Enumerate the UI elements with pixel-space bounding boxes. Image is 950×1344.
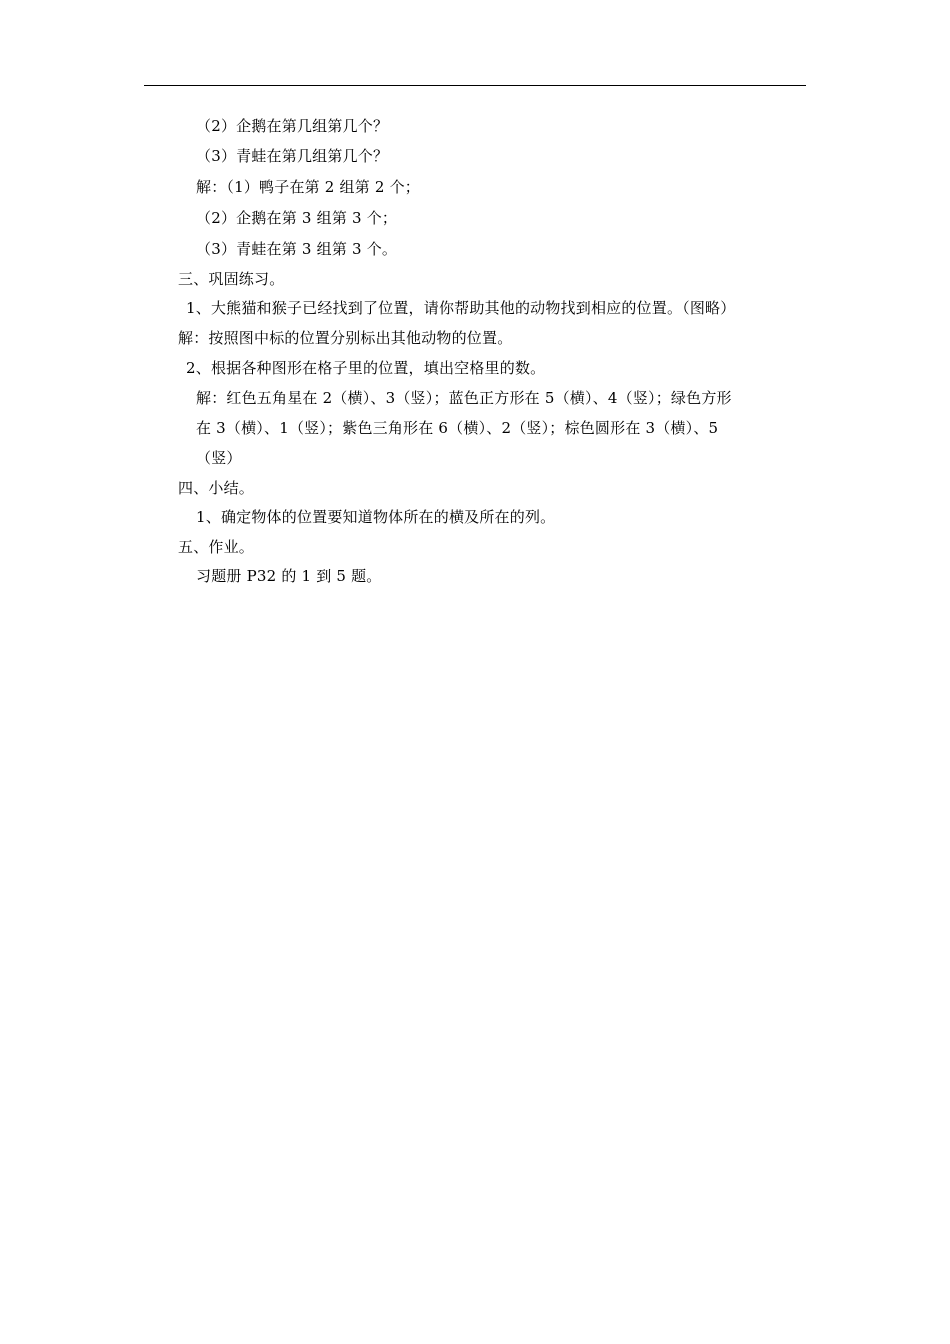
practice-answer-2-line-2: 在 3（横）、1（竖）；紫色三角形在 6（横）、2（竖）；棕色圆形在 3（横）、5 — [196, 419, 719, 437]
section-heading-practice: 三、巩固练习。 — [178, 270, 285, 288]
header-rule — [144, 85, 806, 86]
summary-item-1: 1、确定物体的位置要知道物体所在的横及所在的列。 — [196, 508, 556, 526]
practice-answer-2-line-1: 解：红色五角星在 2（横）、3（竖）；蓝色正方形在 5（横）、4（竖）；绿色方形 — [196, 389, 732, 407]
question-3-frog: （3）青蛙在第几组第几个？ — [196, 147, 389, 165]
answer-2-penguin: （2）企鹅在第 3 组第 3 个； — [196, 209, 398, 227]
practice-item-2: 2、根据各种图形在格子里的位置，填出空格里的数。 — [186, 359, 546, 377]
practice-answer-2-line-3: （竖） — [196, 449, 242, 467]
practice-item-1: 1、大熊猫和猴子已经找到了位置，请你帮助其他的动物找到相应的位置。（图略） — [186, 299, 736, 317]
answer-1-duck: 解：（1）鸭子在第 2 组第 2 个； — [196, 178, 421, 196]
section-heading-homework: 五、作业。 — [178, 538, 255, 556]
answer-3-frog: （3）青蛙在第 3 组第 3 个。 — [196, 240, 398, 258]
question-2-penguin: （2）企鹅在第几组第几个？ — [196, 117, 389, 135]
practice-answer-1: 解：按照图中标的位置分别标出其他动物的位置。 — [178, 329, 513, 347]
section-heading-summary: 四、小结。 — [178, 479, 255, 497]
homework-item: 习题册 P32 的 1 到 5 题。 — [196, 567, 382, 585]
